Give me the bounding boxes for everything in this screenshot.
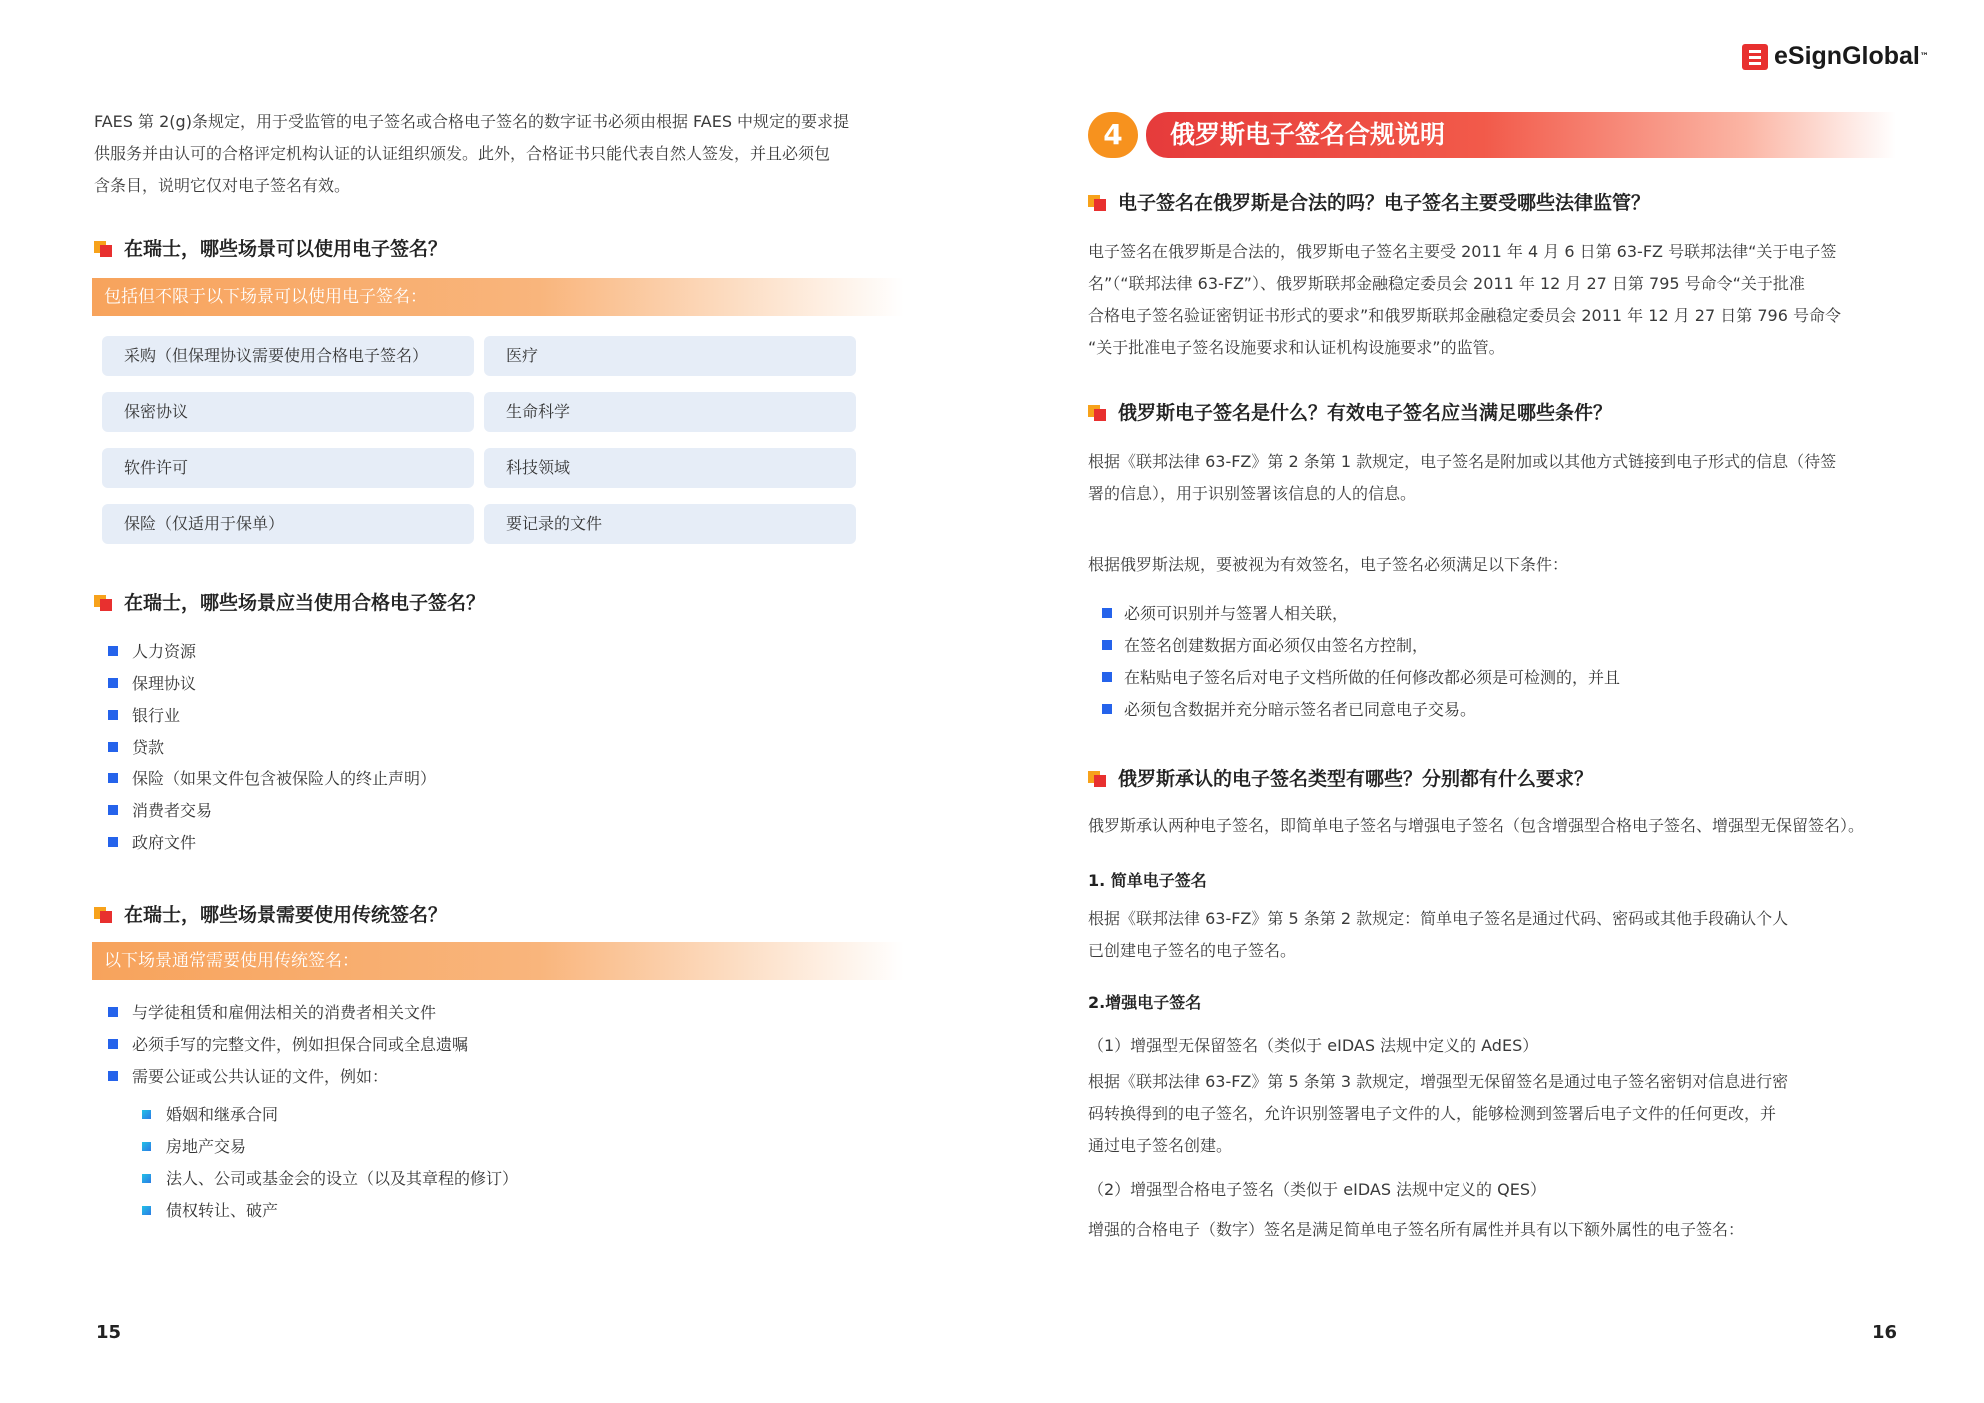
heading-bullet-icon bbox=[1088, 193, 1108, 211]
list-item: 银行业 bbox=[108, 704, 180, 728]
intro-line: 供服务并由认可的合格评定机构认证的认证组织颁发。此外，合格证书只能代表自然人签发，并且必须包 bbox=[94, 144, 831, 163]
conditions-intro: 根据俄罗斯法规，要被视为有效签名，电子签名必须满足以下条件： bbox=[1088, 555, 1569, 574]
heading-bullet-icon bbox=[94, 905, 114, 923]
enhanced-signature-title: 2.增强电子签名 bbox=[1088, 993, 1202, 1012]
square-bullet-icon bbox=[108, 710, 118, 720]
condition-item: 在签名创建数据方面必须仅由签名方控制， bbox=[1102, 634, 1428, 658]
traditional-banner bbox=[92, 942, 904, 980]
sub-list-item: 房地产交易 bbox=[142, 1135, 246, 1159]
esign-logo-icon bbox=[1742, 44, 1768, 70]
scenario-card: 保险（仅适用于保单） bbox=[102, 504, 474, 544]
banner-text: 包括但不限于以下场景可以使用电子签名： bbox=[104, 287, 427, 307]
list-item: 消费者交易 bbox=[108, 799, 212, 823]
sub-list-item: 婚姻和继承合同 bbox=[142, 1103, 278, 1127]
page-number: 15 bbox=[96, 1322, 122, 1343]
heading-bullet-icon bbox=[1088, 403, 1108, 421]
section-heading bbox=[94, 588, 485, 615]
list-item: 需要公证或公共认证的文件，例如： bbox=[108, 1065, 388, 1089]
scenario-card: 采购（但保理协议需要使用合格电子签名） bbox=[102, 336, 474, 376]
square-bullet-icon bbox=[1102, 704, 1112, 714]
square-bullet-icon bbox=[142, 1174, 151, 1183]
q2-paragraph: 根据《联邦法律 63-FZ》第 2 条第 1 款规定，电子签名是附加或以其他方式链接到电子形式的信息（待签 署的信息），用于识别签署该信息的人的信息。 bbox=[1088, 452, 1837, 503]
scenario-card: 要记录的文件 bbox=[484, 504, 856, 544]
condition-item: 必须包含数据并充分暗示签名者已同意电子交易。 bbox=[1102, 698, 1476, 722]
scenario-card: 生命科学 bbox=[484, 392, 856, 432]
simple-signature-title: 1. 简单电子签名 bbox=[1088, 871, 1207, 890]
square-bullet-icon bbox=[108, 1039, 118, 1049]
list-item: 保险（如果文件包含被保险人的终止声明） bbox=[108, 767, 436, 791]
square-bullet-icon bbox=[142, 1206, 151, 1215]
section-heading bbox=[94, 234, 447, 261]
q1-paragraph: 电子签名在俄罗斯是合法的，俄罗斯电子签名主要受 2011 年 4 月 6 日第 63-FZ 号联邦法律“关于电子签 名”（“联邦法律 63-FZ”）、俄罗斯联邦金融稳定委员会 2011 年 12 月 27 日第 795 号命令“关于批准 合格电子签名验证密钥证书形式的要求”和俄罗斯联邦金融稳定委员会 2011 年 12 月 27 日第 796 号命令 “关于批准电子签名设施要求和认证机构设施要求”的监管。 bbox=[1088, 242, 1841, 357]
section-heading-text: 在瑞士，哪些场景应当使用合格电子签名？ bbox=[124, 592, 486, 614]
scenario-card: 科技领域 bbox=[484, 448, 856, 488]
section-heading-text: 在瑞士，哪些场景可以使用电子签名？ bbox=[124, 238, 448, 260]
square-bullet-icon bbox=[108, 837, 118, 847]
condition-item: 在粘贴电子签名后对电子文档所做的任何修改都必须是可检测的，并且 bbox=[1102, 666, 1620, 690]
square-bullet-icon bbox=[108, 773, 118, 783]
section-title: 俄罗斯电子签名合规说明 bbox=[1146, 112, 1896, 158]
question-heading bbox=[1088, 188, 1650, 215]
scenario-card: 保密协议 bbox=[102, 392, 474, 432]
square-bullet-icon bbox=[108, 646, 118, 656]
square-bullet-icon bbox=[142, 1110, 151, 1119]
question-heading bbox=[1088, 398, 1612, 425]
list-item: 保理协议 bbox=[108, 672, 196, 696]
section-heading bbox=[94, 900, 447, 927]
square-bullet-icon bbox=[108, 742, 118, 752]
list-item: 政府文件 bbox=[108, 831, 196, 855]
question-heading-text: 电子签名在俄罗斯是合法的吗？电子签名主要受哪些法律监管？ bbox=[1118, 192, 1651, 214]
square-bullet-icon bbox=[1102, 640, 1112, 650]
question-heading bbox=[1088, 764, 1593, 791]
square-bullet-icon bbox=[108, 1007, 118, 1017]
heading-bullet-icon bbox=[1088, 769, 1108, 787]
right-page bbox=[992, 0, 1984, 1403]
section-heading-text: 在瑞士，哪些场景需要使用传统签名？ bbox=[124, 904, 448, 926]
logo-tm: ™ bbox=[1919, 51, 1929, 62]
square-bullet-icon bbox=[108, 678, 118, 688]
condition-item: 必须可识别并与签署人相关联， bbox=[1102, 602, 1348, 626]
scenario-card: 医疗 bbox=[484, 336, 856, 376]
qualified-title: （2）增强型合格电子签名（类似于 eIDAS 法规中定义的 QES） bbox=[1088, 1180, 1547, 1199]
brand-logo bbox=[1742, 42, 1929, 71]
square-bullet-icon bbox=[1102, 672, 1112, 682]
list-item: 人力资源 bbox=[108, 640, 196, 664]
intro-paragraph bbox=[94, 106, 894, 202]
q3-intro: 俄罗斯承认两种电子签名，即简单电子签名与增强电子签名（包含增强型合格电子签名、增强型无保留签名）。 bbox=[1088, 816, 1865, 835]
simple-signature-paragraph: 根据《联邦法律 63-FZ》第 5 条第 2 款规定：简单电子签名是通过代码、密码或其他手段确认个人 已创建电子签名的电子签名。 bbox=[1088, 909, 1789, 960]
list-item: 必须手写的完整文件，例如担保合同或全息遗嘱 bbox=[108, 1033, 468, 1057]
square-bullet-icon bbox=[108, 805, 118, 815]
list-item: 贷款 bbox=[108, 736, 164, 760]
question-heading-text: 俄罗斯承认的电子签名类型有哪些？分别都有什么要求？ bbox=[1118, 768, 1594, 790]
unqualified-title: （1）增强型无保留签名（类似于 eIDAS 法规中定义的 AdES） bbox=[1088, 1036, 1539, 1055]
qualified-paragraph: 增强的合格电子（数字）签名是满足简单电子签名所有属性并具有以下额外属性的电子签名： bbox=[1088, 1220, 1745, 1239]
scenario-card: 软件许可 bbox=[102, 448, 474, 488]
logo-text: eSignGlobal bbox=[1774, 42, 1920, 70]
intro-line: 含条目，说明它仅对电子签名有效。 bbox=[94, 176, 351, 195]
page-number: 16 bbox=[1872, 1322, 1898, 1343]
list-item: 与学徒租赁和雇佣法相关的消费者相关文件 bbox=[108, 1001, 436, 1025]
intro-line: FAES 第 2(g)条规定，用于受监管的电子签名或合格电子签名的数字证书必须由根据 FAES 中规定的要求提 bbox=[94, 112, 850, 131]
square-bullet-icon bbox=[142, 1142, 151, 1151]
square-bullet-icon bbox=[108, 1071, 118, 1081]
question-heading-text: 俄罗斯电子签名是什么？有效电子签名应当满足哪些条件？ bbox=[1118, 402, 1613, 424]
square-bullet-icon bbox=[1102, 608, 1112, 618]
banner-text: 以下场景通常需要使用传统签名： bbox=[104, 951, 359, 971]
sub-list-item: 债权转让、破产 bbox=[142, 1199, 278, 1223]
section-number-badge: 4 bbox=[1088, 112, 1138, 158]
unqualified-paragraph: 根据《联邦法律 63-FZ》第 5 条第 3 款规定，增强型无保留签名是通过电子签名密钥对信息进行密 码转换得到的电子签名，允许识别签署电子文件的人，能够检测到签署后电子文件的任何更改，并 通过电子签名创建。 bbox=[1088, 1072, 1789, 1155]
heading-bullet-icon bbox=[94, 239, 114, 257]
sub-list-item: 法人、公司或基金会的设立（以及其章程的修订） bbox=[142, 1167, 518, 1191]
heading-bullet-icon bbox=[94, 593, 114, 611]
scenario-banner bbox=[92, 278, 904, 316]
